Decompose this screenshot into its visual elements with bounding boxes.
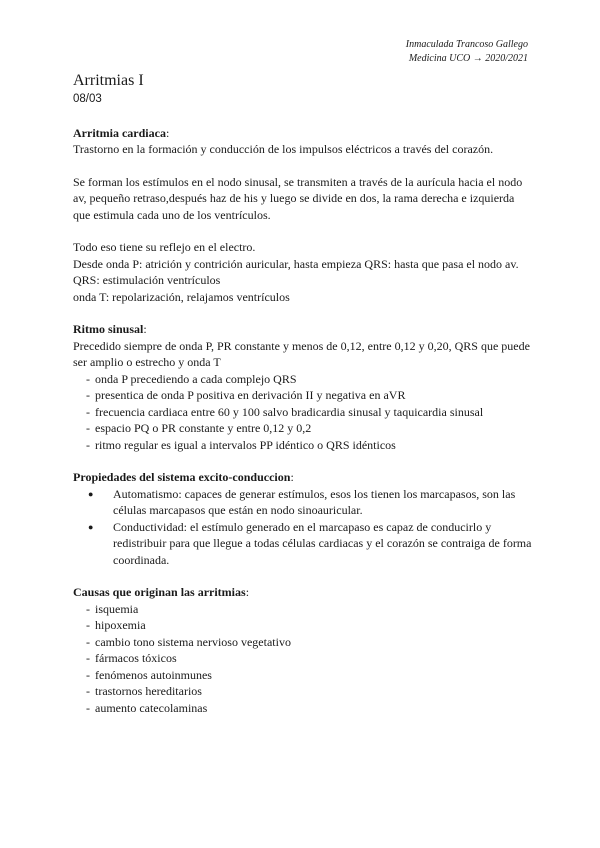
section-heading-line [73,469,533,486]
heading-colon: : [143,322,147,336]
section-arritmia-cardiaca [73,125,533,306]
document-body [73,72,533,716]
section-heading: Causas que originan las arritmias [73,585,246,599]
section-heading-line [73,584,533,601]
course-info: Medicina UCO → 2020/2021 [408,53,528,64]
section-propiedades [73,469,533,568]
page-header [406,38,528,66]
list-item: ● Automatismo: capaces de generar estímulos, esos los tienen los marcapasos, son las células marcapasos que están en nodo sinoauricular. [73,486,533,519]
electro-line-3: QRS: estimulación ventrículos [73,273,221,287]
list-item: - cambio tono sistema nervioso vegetativo [73,634,533,651]
list-item: ● Conductividad: el estímulo generado en el marcapaso es capaz de conducirlo y redistribuir para que llegue a todas células cardiacas y el corazón se contraiga de forma coordinada. [73,519,533,569]
list-item: - ritmo regular es igual a intervalos PP idéntico o QRS idénticos [73,437,533,454]
electro-line-4: onda T: repolarización, relajamos ventrículos [73,289,290,304]
section-heading-line [73,125,533,142]
list-item: - hipoxemia [73,617,533,634]
list-item: - presentica de onda P positiva en derivación II y negativa en aVR [73,387,533,404]
ritmo-intro: Precedido siempre de onda P, PR constante y menos de 0,12, entre 0,12 y 0,20, QRS que puede ser amplio o estrecho y onda T [73,338,530,369]
author-name: Inmaculada Trancoso Gallego [405,39,528,50]
electro-line-2: Desde onda P: atrición y contrición auricular, hasta empieza QRS: hasta que pasa el nodo av. [73,256,519,271]
section-heading: Arritmia cardiaca [73,125,166,140]
section-heading: Propiedades del sistema excito-conduccion [73,470,291,484]
document-title: Arritmias I [73,72,144,89]
conduction-paragraph: Se forman los estímulos en el nodo sinusal, se transmiten a través de la aurícula hacia el nodo av, pequeño retraso,después haz de his y luego se divide en dos, la rama derecha e izquierda que estimula cada uno de los ventrículos. [73,174,523,222]
document-date: 08/03 [73,93,102,105]
causas-list [73,601,533,717]
list-item: - trastornos hereditarios [73,683,533,700]
section-heading-line [73,321,533,338]
list-item: - frecuencia cardiaca entre 60 y 100 salvo bradicardia sinusal y taquicardia sinusal [73,404,533,421]
heading-colon: : [245,585,250,599]
propiedades-list [73,486,533,569]
list-item: - onda P precediendo a cada complejo QRS [73,371,533,388]
electro-line-1: Todo eso tiene su reflejo en el electro. [73,240,256,254]
list-item: - aumento catecolaminas [73,700,533,717]
list-item: - espacio PQ o PR constante y entre 0,12 y 0,2 [73,420,533,437]
ritmo-criteria-list [73,371,533,454]
list-item: - fármacos tóxicos [73,650,533,667]
section-causas [73,584,533,716]
definition-text: Trastorno en la formación y conducción de los impulsos eléctricos a través del corazón. [73,142,494,156]
list-item: - fenómenos autoinmunes [73,667,533,684]
section-heading: Ritmo sinusal [73,322,144,336]
heading-colon: : [290,470,294,484]
heading-colon: : [165,125,170,140]
section-ritmo-sinusal [73,321,533,453]
list-item: - isquemia [73,601,533,618]
